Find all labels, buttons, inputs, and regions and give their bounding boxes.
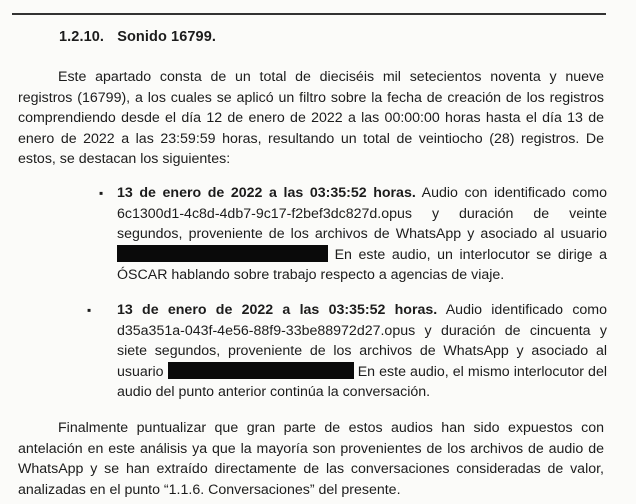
item-date: 13 de enero de 2022 a las 03:35:52 horas. xyxy=(117,185,416,201)
list-item xyxy=(117,300,607,403)
bullet-icon: ▪ xyxy=(87,303,92,317)
item-date: 13 de enero de 2022 a las 03:35:52 horas. xyxy=(117,302,438,318)
header-rule xyxy=(12,13,606,15)
list-item xyxy=(117,183,607,286)
section-heading xyxy=(59,29,216,45)
bullet-icon: ▪ xyxy=(99,186,104,200)
intro-paragraph: Este apartado consta de un total de dieciséis mil setecientos noventa y nueve registros (16799), a los cuales se aplicó un filtro sobre la fecha de creación de los registros comprendiendo desde el día 12 de enero de 2022 a las 00:00:00 horas hasta el día 13 de enero de 2022 a las 23:59:59 horas, resultando un total de veintiocho (28) registros. De estos, se destacan los siguientes: xyxy=(18,69,604,168)
redaction-block xyxy=(117,245,328,262)
item-text: Audio con identificado como 6c1300d1-4c8d-4db7-9c17-f2bef3dc827d.opus y duración de veinte segundos, proveniente de los archivos de WhatsApp y asociado al usuario xyxy=(117,185,607,243)
section-title: Sonido 16799. xyxy=(117,29,216,45)
redaction-block xyxy=(168,362,354,379)
section-number: 1.2.10. xyxy=(59,29,105,45)
item-text-continued: En este audio, un interlocutor se dirige a ÓSCAR hablando sobre trabajo respecto a agencias de viaje. xyxy=(117,246,607,284)
item-text-continued: En este audio, el mismo interlocutor del audio del punto anterior continúa la conversación. xyxy=(117,363,607,401)
closing-paragraph: Finalmente puntualizar que gran parte de estos audios han sido expuestos con antelación en este análisis ya que la mayoría son provenientes de los archivos de audio de WhatsApp y se han extraído directamente de las conversaciones consideradas de valor, analizadas en el punto “1.1.6. Conversaciones” del presente. xyxy=(18,420,604,498)
item-text: Audio identificado como d35a351a-043f-4e56-88f9-33be88972d27.opus y duración de cincuenta y siete segundos, proveniente de los archivos de WhatsApp y asociado al usuario xyxy=(117,302,608,380)
